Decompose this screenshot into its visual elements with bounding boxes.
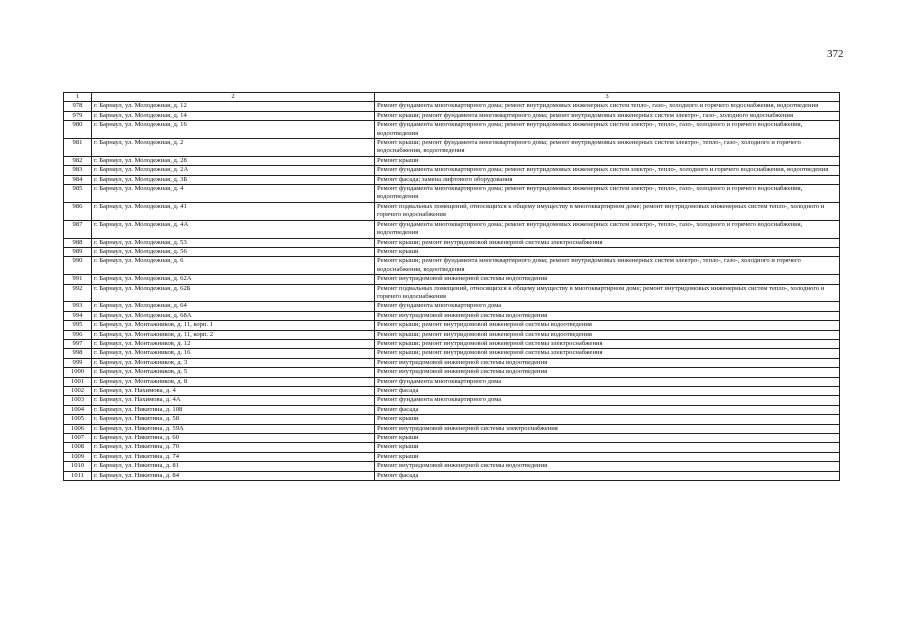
row-number: 999	[64, 358, 92, 367]
work-type-cell: Ремонт крыши	[375, 434, 840, 443]
work-type-cell: Ремонт крыши; ремонт фундамента многоквартирного дома; ремонт внутридомовых инженерных систем электро-, тепло-, газо-, холодного и горячего водоснабжения, водоотведения	[375, 139, 840, 157]
table-row	[64, 311, 840, 320]
row-number: 1007	[64, 434, 92, 443]
address-cell: г. Барнаул, ул. Монтажников, д. 8	[92, 377, 375, 386]
table-row	[64, 247, 840, 256]
column-number-1: 1	[64, 93, 92, 102]
address-cell: г. Барнаул, ул. Никитина, д. 108	[92, 405, 375, 414]
table-row	[64, 434, 840, 443]
row-number: 986	[64, 202, 92, 220]
row-number: 988	[64, 238, 92, 247]
work-type-cell: Ремонт фасада	[375, 405, 840, 414]
work-type-cell: Ремонт фундамента многоквартирного дома; ремонт внутридомовых инженерных систем тепло-, газо-, холодного и горячего водоснабжения, водоотведения	[375, 102, 840, 111]
row-number: 987	[64, 220, 92, 238]
table-row	[64, 111, 840, 120]
address-cell: г. Барнаул, ул. Нахимова, д. 4	[92, 387, 375, 396]
table-row	[64, 166, 840, 175]
address-cell: г. Барнаул, ул. Монтажников, д. 11, корп. 2	[92, 330, 375, 339]
address-cell: г. Барнаул, ул. Монтажников, д. 5	[92, 368, 375, 377]
work-type-cell: Ремонт внутридомовой инженерной системы водоотведения	[375, 358, 840, 367]
address-cell: г. Барнаул, ул. Никитина, д. 59А	[92, 424, 375, 433]
row-number: 1010	[64, 462, 92, 471]
table-body	[64, 102, 840, 481]
table-row	[64, 185, 840, 203]
address-cell: г. Барнаул, ул. Молодежная, д. 41	[92, 202, 375, 220]
work-type-cell: Ремонт внутридомовой инженерной системы водоотведения	[375, 462, 840, 471]
address-cell: г. Барнаул, ул. Молодежная, д. 6	[92, 257, 375, 275]
table-row	[64, 415, 840, 424]
row-number: 992	[64, 284, 92, 302]
work-type-cell: Ремонт фундамента многоквартирного дома	[375, 302, 840, 311]
table-row	[64, 284, 840, 302]
table-row	[64, 377, 840, 386]
table-row	[64, 321, 840, 330]
row-number: 980	[64, 121, 92, 139]
row-number: 1009	[64, 452, 92, 461]
address-cell: г. Барнаул, ул. Никитина, д. 81	[92, 462, 375, 471]
address-cell: г. Барнаул, ул. Никитина, д. 84	[92, 471, 375, 480]
row-number: 982	[64, 156, 92, 165]
row-number: 983	[64, 166, 92, 175]
work-type-cell: Ремонт крыши	[375, 452, 840, 461]
table-row	[64, 349, 840, 358]
row-number: 985	[64, 185, 92, 203]
table-row	[64, 302, 840, 311]
table-row	[64, 462, 840, 471]
address-cell: г. Барнаул, ул. Молодежная, д. 3Б	[92, 175, 375, 184]
work-type-cell: Ремонт фундамента многоквартирного дома; ремонт внутридомовых инженерных систем электро-, тепло-, газо-, холодного и горячего водоснабжения, водоотведения	[375, 185, 840, 203]
address-cell: г. Барнаул, ул. Молодежная, д. 64	[92, 302, 375, 311]
row-number: 978	[64, 102, 92, 111]
work-type-cell: Ремонт подвальных помещений, относящихся к общему имуществу в многоквартирном доме; ремонт внутридомовых инженерных систем тепло-, холодного и горячего водоснабжения	[375, 202, 840, 220]
row-number: 981	[64, 139, 92, 157]
work-type-cell: Ремонт внутридомовой инженерной системы водоотведения	[375, 275, 840, 284]
repair-program-table	[63, 92, 840, 481]
work-type-cell: Ремонт фасада	[375, 387, 840, 396]
work-type-cell: Ремонт фасада; замена лифтового оборудования	[375, 175, 840, 184]
work-type-cell: Ремонт фундамента многоквартирного дома; ремонт внутридомовых инженерных систем электро-, тепло-, холодного и горячего водоснабжения, водоотведения	[375, 166, 840, 175]
row-number: 1003	[64, 396, 92, 405]
row-number: 1001	[64, 377, 92, 386]
row-number: 984	[64, 175, 92, 184]
table-row	[64, 257, 840, 275]
address-cell: г. Барнаул, ул. Молодежная, д. 28	[92, 156, 375, 165]
address-cell: г. Барнаул, ул. Молодежная, д. 2А	[92, 166, 375, 175]
table-row	[64, 387, 840, 396]
table-row	[64, 443, 840, 452]
address-cell: г. Барнаул, ул. Никитина, д. 58	[92, 415, 375, 424]
address-cell: г. Барнаул, ул. Молодежная, д. 4	[92, 185, 375, 203]
address-cell: г. Барнаул, ул. Монтажников, д. 12	[92, 339, 375, 348]
work-type-cell: Ремонт крыши; ремонт внутридомовой инженерной системы электроснабжения	[375, 349, 840, 358]
address-cell: г. Барнаул, ул. Молодежная, д. 12	[92, 102, 375, 111]
work-type-cell: Ремонт крыши; ремонт фундамента многоквартирного дома; ремонт внутридомовых инженерных систем электро-, газо-, холодного водоснабжения	[375, 111, 840, 120]
work-type-cell: Ремонт крыши	[375, 415, 840, 424]
address-cell: г. Барнаул, ул. Молодежная, д. 62А	[92, 275, 375, 284]
table-row	[64, 238, 840, 247]
work-type-cell: Ремонт крыши	[375, 156, 840, 165]
table-row	[64, 471, 840, 480]
work-type-cell: Ремонт фундамента многоквартирного дома; ремонт внутридомовых инженерных систем электро-, тепло-, газо-, холодного и горячего водоснабжения, водоотведения	[375, 220, 840, 238]
row-number: 1002	[64, 387, 92, 396]
table-row	[64, 121, 840, 139]
table-row	[64, 396, 840, 405]
row-number: 1000	[64, 368, 92, 377]
address-cell: г. Барнаул, ул. Молодежная, д. 14	[92, 111, 375, 120]
page-number: 372	[827, 48, 844, 60]
work-type-cell: Ремонт крыши; ремонт внутридомовой инженерной системы электроснабжения	[375, 339, 840, 348]
work-type-cell: Ремонт крыши; ремонт фундамента многоквартирного дома; ремонт внутридомовых инженерных систем электро-, тепло-, газо-, холодного и горячего водоснабжения, водоотведения	[375, 257, 840, 275]
work-type-cell: Ремонт внутридомовой инженерной системы электроснабжения	[375, 424, 840, 433]
column-number-row	[64, 93, 840, 102]
row-number: 994	[64, 311, 92, 320]
address-cell: г. Барнаул, ул. Никитина, д. 60	[92, 434, 375, 443]
table-row	[64, 405, 840, 414]
row-number: 996	[64, 330, 92, 339]
row-number: 995	[64, 321, 92, 330]
address-cell: г. Барнаул, ул. Никитина, д. 70	[92, 443, 375, 452]
work-type-cell: Ремонт крыши	[375, 443, 840, 452]
address-cell: г. Барнаул, ул. Молодежная, д. 4А	[92, 220, 375, 238]
table-row	[64, 452, 840, 461]
row-number: 991	[64, 275, 92, 284]
table-row	[64, 275, 840, 284]
work-type-cell: Ремонт фундамента многоквартирного дома	[375, 377, 840, 386]
address-cell: г. Барнаул, ул. Молодежная, д. 2	[92, 139, 375, 157]
address-cell: г. Барнаул, ул. Молодежная, д. 53	[92, 238, 375, 247]
table-row	[64, 424, 840, 433]
row-number: 1006	[64, 424, 92, 433]
table-row	[64, 102, 840, 111]
row-number: 993	[64, 302, 92, 311]
address-cell: г. Барнаул, ул. Молодежная, д. 16	[92, 121, 375, 139]
address-cell: г. Барнаул, ул. Молодежная, д. 56	[92, 247, 375, 256]
address-cell: г. Барнаул, ул. Монтажников, д. 16	[92, 349, 375, 358]
work-type-cell: Ремонт подвальных помещений, относящихся к общему имуществу в многоквартирном доме; ремонт внутридомовых инженерных систем тепло-, холодного и горячего водоснабжения	[375, 284, 840, 302]
table-row	[64, 202, 840, 220]
table-row	[64, 368, 840, 377]
address-cell: г. Барнаул, ул. Монтажников, д. 3	[92, 358, 375, 367]
address-cell: г. Барнаул, ул. Монтажников, д. 11, корп. 1	[92, 321, 375, 330]
table-row	[64, 339, 840, 348]
table-row	[64, 358, 840, 367]
address-cell: г. Барнаул, ул. Никитина, д. 74	[92, 452, 375, 461]
column-number-2: 2	[92, 93, 375, 102]
work-type-cell: Ремонт крыши	[375, 247, 840, 256]
work-type-cell: Ремонт фасада	[375, 471, 840, 480]
work-type-cell: Ремонт крыши; ремонт внутридомовой инженерной системы электроснабжения	[375, 238, 840, 247]
table-row	[64, 139, 840, 157]
address-cell: г. Барнаул, ул. Нахимова, д. 4А	[92, 396, 375, 405]
table-row	[64, 220, 840, 238]
table-row	[64, 330, 840, 339]
row-number: 989	[64, 247, 92, 256]
work-type-cell: Ремонт фундамента многоквартирного дома; ремонт внутридомовых инженерных систем электро-, тепло-, газо-, холодного и горячего водоснабжения, водоотведения	[375, 121, 840, 139]
row-number: 979	[64, 111, 92, 120]
row-number: 1011	[64, 471, 92, 480]
work-type-cell: Ремонт внутридомовой инженерной системы водоотведения	[375, 368, 840, 377]
row-number: 1005	[64, 415, 92, 424]
address-cell: г. Барнаул, ул. Молодежная, д. 62Б	[92, 284, 375, 302]
work-type-cell: Ремонт крыши; ремонт внутридомовой инженерной системы водоотведения	[375, 321, 840, 330]
row-number: 1008	[64, 443, 92, 452]
work-type-cell: Ремонт внутридомовой инженерной системы водоотведения	[375, 311, 840, 320]
table-row	[64, 175, 840, 184]
address-cell: г. Барнаул, ул. Молодежная, д. 68А	[92, 311, 375, 320]
work-type-cell: Ремонт крыши; ремонт внутридомовой инженерной системы водоотведения	[375, 330, 840, 339]
column-number-3: 3	[375, 93, 840, 102]
row-number: 997	[64, 339, 92, 348]
row-number: 990	[64, 257, 92, 275]
table-row	[64, 156, 840, 165]
row-number: 1004	[64, 405, 92, 414]
work-type-cell: Ремонт фундамента многоквартирного дома	[375, 396, 840, 405]
row-number: 998	[64, 349, 92, 358]
